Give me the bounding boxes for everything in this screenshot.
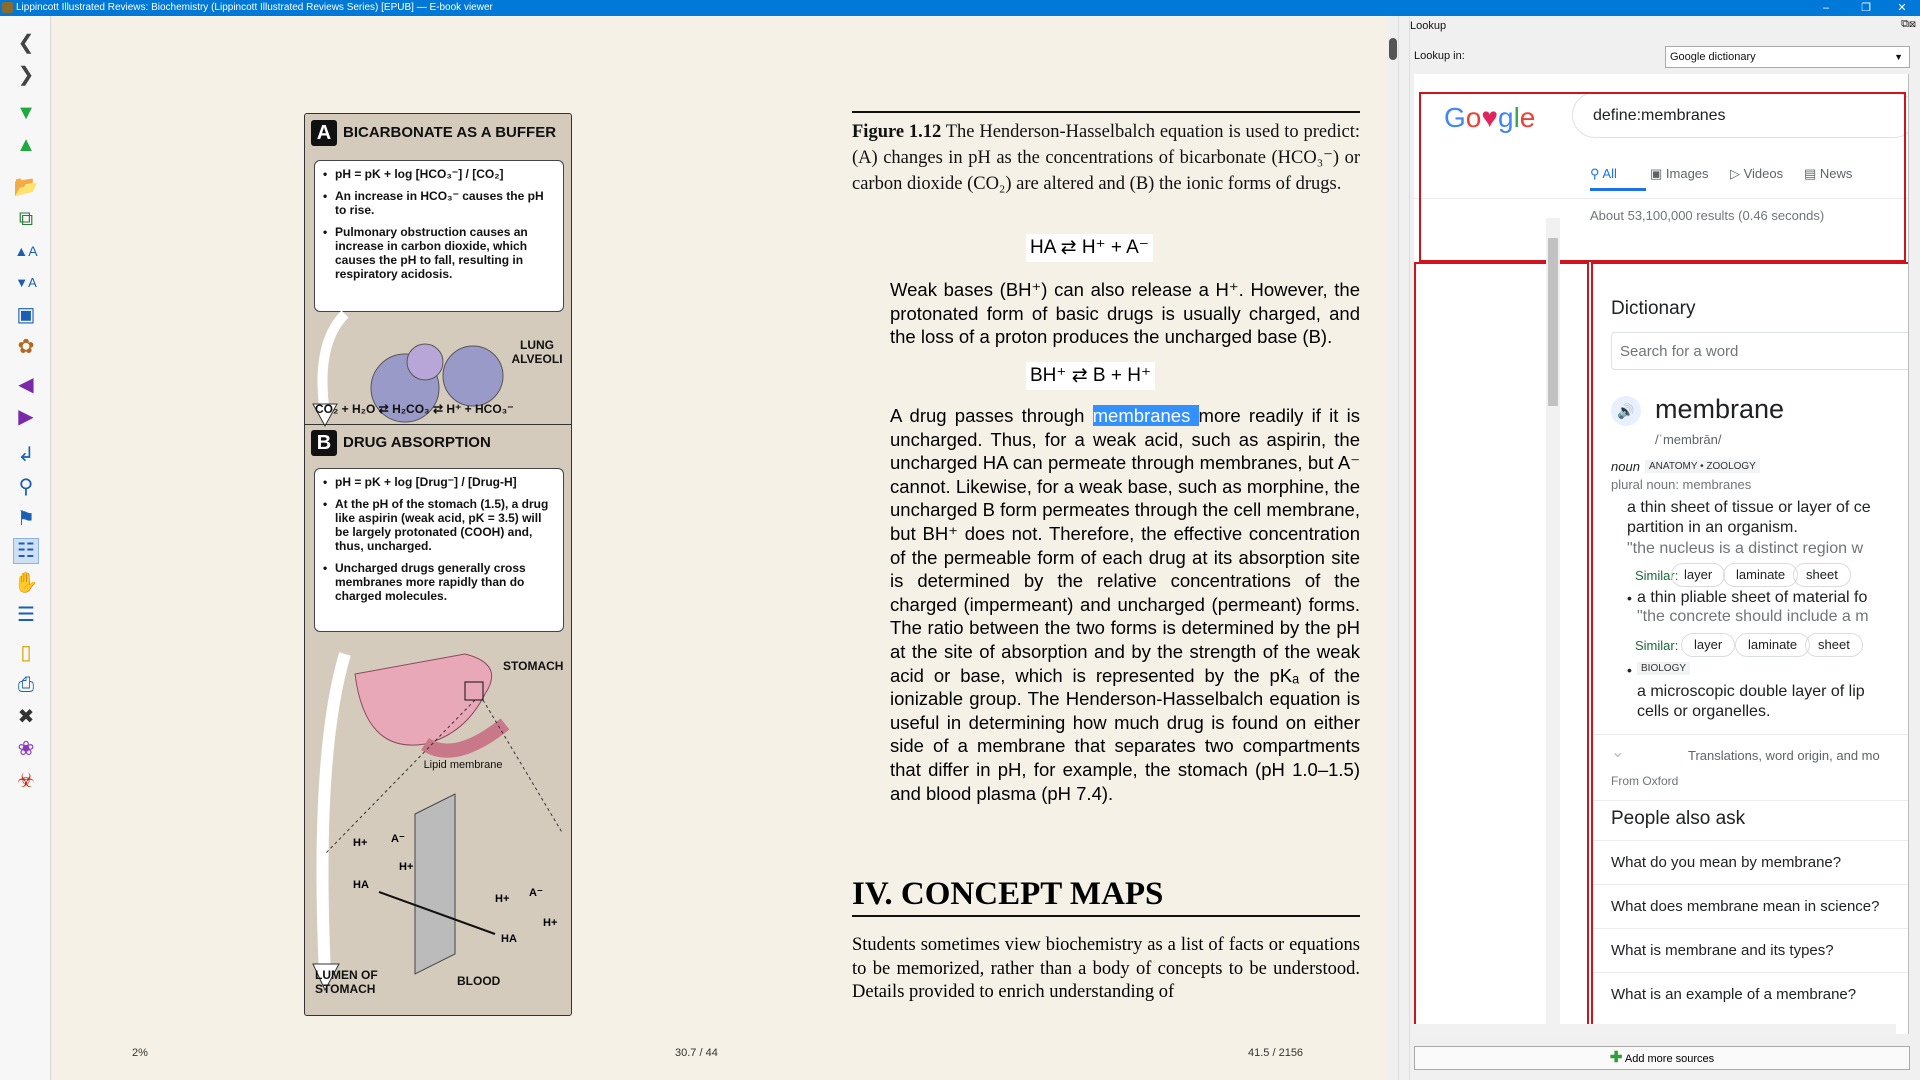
open-book-icon[interactable]: 📂 [13, 176, 39, 198]
question-item[interactable]: What is membrane and its types? [1611, 942, 1834, 959]
next-section-icon[interactable]: ▶ [18, 406, 34, 428]
bullet: • [1627, 662, 1632, 678]
paragraph-2 [890, 404, 1360, 805]
definition-3-line-1: a microscopic double layer of lip [1637, 683, 1865, 700]
restore-button[interactable]: ❐ [1861, 2, 1871, 14]
forward-icon[interactable]: ❯ [17, 64, 35, 86]
pick-color-icon[interactable]: ✿ [17, 336, 35, 358]
dictionary-search-input[interactable]: Search for a word [1611, 332, 1909, 370]
figure-blood-label: BLOOD [457, 974, 501, 988]
figure-b-box [314, 468, 564, 632]
annotation-box-search [1419, 92, 1906, 262]
similar-chip[interactable]: laminate [1735, 633, 1810, 657]
similar-chip[interactable]: layer [1671, 563, 1725, 587]
news-icon: ▤ [1804, 166, 1820, 181]
similar-label-2: Similar: [1635, 638, 1679, 653]
lookup-panel-close-icon[interactable]: ⧉⊠ [1901, 18, 1916, 30]
progress-percent: 2% [132, 1047, 148, 1059]
figure-divider [305, 424, 571, 425]
reader-scrollbar[interactable] [1388, 16, 1398, 1080]
reference-mode-icon[interactable]: ↲ [17, 444, 35, 466]
figure-b-bullet-2: • Uncharged drugs generally cross membranes more rapidly than do charged molecules. [323, 561, 555, 603]
svg-text:H+: H+ [495, 893, 510, 905]
previous-section-icon[interactable]: ◀ [18, 374, 34, 396]
similar-label-1: Similar: [1635, 568, 1679, 583]
image-icon: ▣ [1650, 166, 1666, 181]
bug-icon[interactable]: ☣ [17, 770, 35, 792]
figure-b-equation: • pH = pK + log [Drug⁻] / [Drug-H] [323, 475, 555, 489]
lookup-title: Lookup [1410, 20, 1447, 32]
dictionary-title: Dictionary [1611, 298, 1696, 319]
highlight-icon[interactable]: ▯ [20, 642, 32, 664]
similar-chip[interactable]: layer [1681, 633, 1735, 657]
part-of-speech: noun [1611, 459, 1640, 474]
similar-chip[interactable]: sheet [1793, 563, 1851, 587]
stomach-illustration [305, 634, 573, 1014]
dictionary-word: membrane [1655, 394, 1785, 424]
example-1: "the nucleus is a distinct region w [1627, 540, 1864, 557]
toolbar [0, 16, 51, 1080]
tab-news-label: News [1819, 166, 1853, 181]
figure-a-box [314, 160, 564, 312]
svg-text:A⁻: A⁻ [529, 887, 543, 899]
svg-text:H+: H+ [399, 861, 414, 873]
play-icon: ▷ [1730, 166, 1744, 181]
lookup-in-label: Lookup in: [1414, 50, 1465, 62]
annotation-box-left [1414, 262, 1589, 1034]
back-icon[interactable]: ❮ [17, 32, 35, 54]
expand-chevron-icon[interactable]: ⌄ [1611, 744, 1625, 761]
svg-text:HA: HA [353, 879, 369, 891]
bullet: • [1627, 590, 1632, 606]
definition-3-line-2: cells or organelles. [1637, 703, 1771, 720]
lookup-source-value: Google dictionary [1670, 51, 1756, 63]
figure-stomach-label: STOMACH [503, 659, 564, 673]
figure-a-badge: A [311, 120, 337, 146]
people-also-ask-title: People also ask [1611, 808, 1746, 829]
section-heading: IV. CONCEPT MAPS [852, 876, 1360, 917]
more-info-link[interactable]: Translations, word origin, and mo [1688, 748, 1880, 763]
lookup-source-select[interactable] [1665, 46, 1910, 68]
app-icon [2, 2, 13, 13]
font-smaller-icon[interactable]: ▼A [15, 275, 37, 290]
search-icon[interactable]: ⚲ [18, 476, 34, 498]
add-more-sources-label: Add more sources [1624, 1053, 1715, 1065]
question-item[interactable]: What is an example of a membrane? [1611, 986, 1857, 1003]
tab-images-label: Images [1665, 166, 1709, 181]
add-more-sources-button[interactable] [1414, 1046, 1910, 1070]
sliders-icon[interactable]: ☰ [17, 604, 35, 626]
equation-1: HA ⇄ H⁺ + A⁻ [1026, 234, 1153, 262]
lookup-vertical-scrollbar[interactable] [1546, 218, 1560, 1036]
alveoli-illustration [305, 304, 573, 484]
bookmark-icon[interactable]: ⚑ [17, 508, 35, 530]
plugin-icon[interactable]: ❀ [17, 738, 35, 760]
search-icon: ⚲ [1590, 166, 1603, 181]
lookup-scrollbar-thumb[interactable] [1548, 238, 1558, 406]
result-stats: About 53,100,000 results (0.46 seconds) [1590, 208, 1825, 223]
question-item[interactable]: What does membrane mean in science? [1611, 898, 1880, 915]
plus-icon: ✚ [1609, 1049, 1623, 1066]
figure-a-bullet-2: • Pulmonary obstruction causes an increase in carbon dioxide, which causes the pH to fall, resulting in respiratory acidosis. [323, 225, 555, 281]
window-title: Lippincott Illustrated Reviews: Biochemistry (Lippincott Illustrated Reviews Series) [EPUB] — E-book viewer [16, 2, 493, 13]
paragraph-2-start: A drug passes through [890, 405, 1093, 426]
svg-text:A⁻: A⁻ [391, 833, 405, 845]
plural-form: plural noun: membranes [1611, 477, 1752, 492]
caption-text: The Henderson-Hasselbalch equation is used to predict: (A) changes in pH as the concentrations of bicarbonate (HCO₃⁻) or carbon dioxide (CO₂) are altered and (B) the ionic forms of drugs. [852, 122, 1360, 194]
paragraph-3: Students sometimes view biochemistry as a list of facts or equations to be memorized, rather than a body of concepts to be understood. Details provided to enrich understanding of [852, 935, 1360, 1003]
tools-icon[interactable]: ✖ [17, 706, 35, 728]
dictionary-pronunciation: /ˈmembrān/ [1655, 432, 1722, 447]
definition-2: a thin pliable sheet of material fo [1637, 589, 1868, 606]
next-page-icon[interactable]: ▼ [16, 102, 36, 124]
svg-text:HA: HA [501, 933, 517, 945]
svg-text:H+: H+ [353, 837, 368, 849]
chevron-down-icon: ▼ [1894, 52, 1903, 62]
figure-caption [852, 111, 1360, 197]
figure-a-reaction: CO₂ + H₂O ⇄ H₂CO₃ ⇄ H⁺ + HCO₃⁻ [315, 402, 514, 416]
tab-all-label: All [1602, 166, 1617, 181]
fullscreen-icon[interactable]: ▣ [16, 304, 36, 326]
lookup-horizontal-scrollbar[interactable] [1414, 1024, 1896, 1036]
selected-word[interactable]: membranes [1092, 405, 1199, 426]
annotation-box-dictionary [1591, 262, 1909, 1034]
figure-a-bullet-1: • An increase in HCO₃⁻ causes the pH to rise. [323, 189, 555, 217]
similar-chip[interactable]: laminate [1723, 563, 1798, 587]
title-bar [0, 0, 1920, 16]
figure-b-title: DRUG ABSORPTION [343, 434, 491, 451]
paragraph-2-rest: more readily if it is uncharged. Thus, for a weak acid, such as aspirin, the uncharged HA can permeate through membranes, but A⁻ cannot. Likewise, for a weak base, such as morphine, the uncharged B form permeates through the cell membrane, but BH⁺ does not. Therefore, the effective concentration of the permeable form of each drug at its absorption site is determined by the relative concentrations of the charged (impermeant) and uncharged (permeant) forms. The ratio between the two forms is determined by the pH at the site of absorption and by the strength of the weak acid or base, which is represented by the pKₐ of the ionizable group. The Henderson-Hasselbalch equation is useful in determining how much drug is found on either side of a membrane that separates two compartments that differ in pH, for example, the stomach (pH 1.0–1.5) and blood plasma (pH 7.4). [890, 405, 1360, 804]
source-attribution: From Oxford [1611, 774, 1679, 788]
print-icon[interactable]: ⎙ [18, 674, 34, 696]
figure-lipid-label: Lipid membrane [423, 759, 503, 771]
figure-lumen-label: LUMEN OF STOMACH [315, 968, 378, 996]
reader-scrollbar-thumb[interactable] [1389, 38, 1397, 60]
thumbs-up-icon[interactable]: ✋ [13, 572, 39, 594]
biology-tag: BIOLOGY [1637, 662, 1690, 675]
caption-label: Figure 1.12 [852, 122, 942, 142]
panel-splitter[interactable] [1398, 16, 1410, 1080]
similar-chip[interactable]: sheet [1805, 633, 1863, 657]
copy-icon[interactable]: ⧉ [18, 208, 34, 230]
lookup-icon[interactable]: ☷ [13, 538, 39, 564]
close-button[interactable]: ✕ [1897, 2, 1907, 14]
lookup-web-view[interactable] [1414, 74, 1909, 1034]
font-larger-icon[interactable]: ▲A [14, 243, 38, 259]
paragraph-1: Weak bases (BH⁺) can also release a H⁺. However, the protonated form of basic drugs is usually charged, and the loss of a proton produces the uncharged base (B). [890, 279, 1360, 348]
example-2: "the concrete should include a m [1637, 608, 1869, 625]
position-indicator: 41.5 / 2156 [1248, 1047, 1304, 1059]
previous-page-icon[interactable]: ▲ [16, 134, 36, 156]
reader-area[interactable] [52, 16, 1388, 1080]
definition-1-line-2: partition in an organism. [1627, 519, 1798, 536]
figure-alveoli-label: LUNG ALVEOLI [511, 338, 563, 366]
speaker-icon[interactable]: 🔊 [1611, 396, 1641, 426]
google-logo: Go♥gle [1444, 102, 1536, 133]
lookup-panel [1410, 16, 1920, 1080]
svg-text:H+: H+ [543, 917, 558, 929]
figure-b-bullet-1: • At the pH of the stomach (1.5), a drug like aspirin (weak acid, pK = 3.5) will be largely protonated (COOH) and, thus, uncharged. [323, 497, 555, 553]
figure-panel [304, 113, 572, 1016]
page-indicator: 30.7 / 44 [675, 1047, 718, 1059]
text-column [852, 111, 1360, 197]
figure-a-title: BICARBONATE AS A BUFFER [343, 124, 557, 141]
equation-2: BH⁺ ⇄ B + H⁺ [1026, 362, 1155, 390]
figure-b-badge: B [311, 430, 337, 456]
tab-videos-label: Videos [1743, 166, 1784, 181]
google-search-input[interactable]: define:membranes [1572, 92, 1909, 138]
minimize-button[interactable]: – [1822, 2, 1830, 14]
question-item[interactable]: What do you mean by membrane? [1611, 854, 1842, 871]
domain-tag: ANATOMY • ZOOLOGY [1645, 460, 1760, 473]
definition-1-line-1: a thin sheet of tissue or layer of ce [1627, 499, 1871, 516]
figure-a-equation: • pH = pK + log [HCO₃⁻] / [CO₂] [323, 167, 555, 181]
